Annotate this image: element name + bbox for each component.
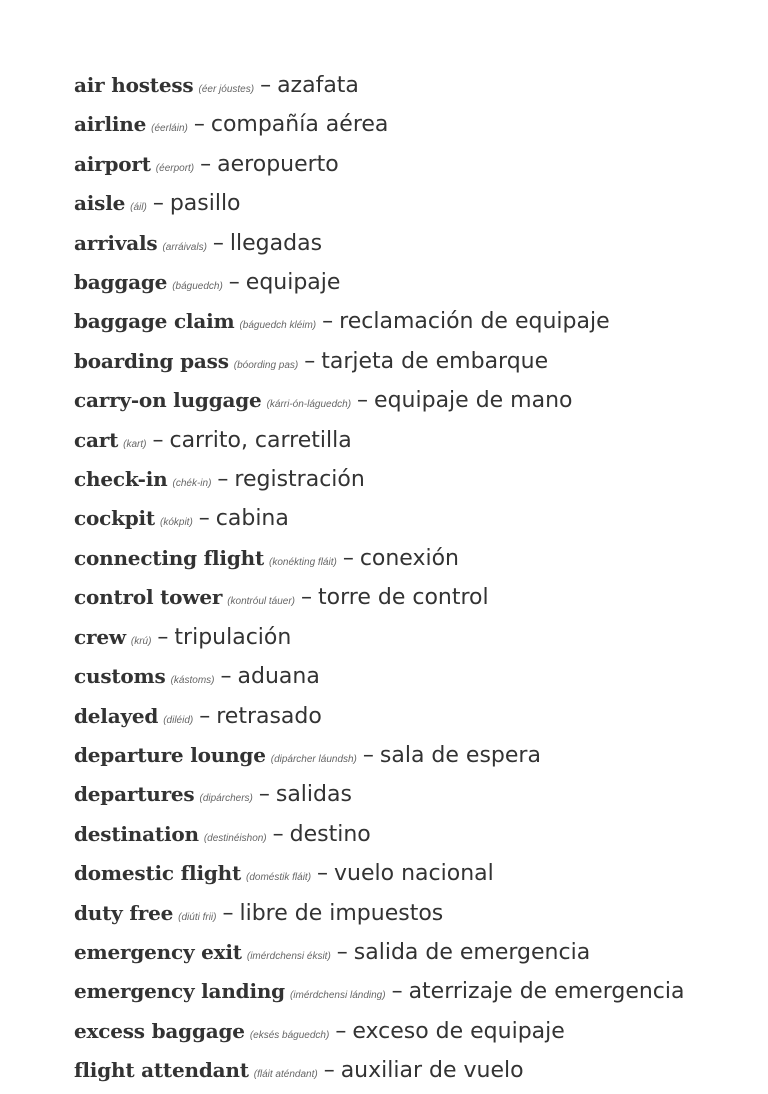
- glossary-entry: [74, 227, 714, 266]
- glossary-entry: [74, 463, 714, 502]
- glossary-separator: –: [152, 191, 164, 217]
- glossary-pronunciation: (doméstik fláit): [246, 872, 312, 884]
- glossary-entry: [74, 148, 714, 187]
- glossary-term: airline: [74, 112, 147, 137]
- glossary-separator: –: [357, 388, 369, 414]
- glossary-term: connecting flight: [74, 545, 264, 570]
- glossary-translation: auxiliar de vuelo: [340, 1058, 524, 1084]
- glossary-entry: [74, 660, 714, 699]
- glossary-translation: aduana: [237, 664, 320, 690]
- glossary-term: carry-on luggage: [74, 388, 262, 413]
- glossary-term: air hostess: [74, 73, 194, 97]
- glossary-translation: equipaje de mano: [374, 388, 573, 414]
- glossary-page: [74, 69, 714, 1094]
- glossary-entry: [74, 502, 714, 541]
- glossary-translation: cabina: [215, 506, 289, 532]
- glossary-entry: [74, 621, 714, 660]
- glossary-term: domestic flight: [74, 861, 242, 886]
- glossary-separator: –: [222, 900, 234, 926]
- glossary-term: duty free: [74, 900, 174, 925]
- glossary-entry: [74, 818, 714, 857]
- glossary-term: customs: [74, 664, 166, 689]
- glossary-separator: –: [217, 467, 229, 493]
- glossary-separator: –: [336, 939, 348, 965]
- glossary-term: airport: [74, 151, 151, 176]
- glossary-entry: [74, 778, 714, 817]
- glossary-separator: –: [317, 861, 329, 887]
- glossary-term: control tower: [74, 585, 223, 610]
- glossary-term: destination: [74, 821, 199, 846]
- glossary-pronunciation: (diúti frii): [178, 911, 217, 923]
- glossary-pronunciation: (dipárchers): [199, 793, 253, 805]
- glossary-translation: destino: [289, 821, 371, 847]
- glossary-pronunciation: (konékting fláit): [269, 556, 337, 568]
- glossary-separator: –: [193, 112, 205, 138]
- glossary-separator: –: [304, 348, 316, 374]
- glossary-separator: –: [342, 545, 354, 571]
- glossary-separator: –: [323, 1058, 335, 1084]
- glossary-pronunciation: (kart): [123, 438, 147, 450]
- glossary-term: emergency exit: [74, 939, 242, 964]
- glossary-pronunciation: (dipárcher láundsh): [270, 753, 357, 765]
- glossary-entry: [74, 305, 714, 344]
- glossary-translation: aeropuerto: [217, 151, 339, 177]
- glossary-separator: –: [322, 309, 334, 335]
- glossary-pronunciation: (bóording pas): [233, 359, 299, 371]
- glossary-translation: aterrizaje de emergencia: [408, 979, 685, 1005]
- glossary-translation: exceso de equipaje: [352, 1018, 565, 1044]
- glossary-entry: [74, 936, 714, 975]
- glossary-entry: [74, 739, 714, 778]
- glossary-separator: –: [301, 585, 313, 611]
- glossary-term: emergency landing: [74, 979, 285, 1004]
- glossary-pronunciation: (éer jóustes): [198, 84, 255, 95]
- glossary-entry: [74, 581, 714, 620]
- glossary-term: boarding pass: [74, 348, 229, 373]
- glossary-separator: –: [335, 1018, 347, 1044]
- glossary-pronunciation: (chék-in): [172, 478, 212, 490]
- glossary-translation: compañía aérea: [210, 112, 389, 138]
- glossary-pronunciation: (imérdchensi éksit): [246, 950, 331, 962]
- glossary-pronunciation: (destinéishon): [203, 832, 267, 844]
- glossary-term: cart: [74, 427, 119, 452]
- glossary-separator: –: [198, 506, 210, 532]
- glossary-separator: –: [258, 782, 270, 808]
- glossary-translation: tarjeta de embarque: [321, 348, 549, 374]
- glossary-term: cockpit: [74, 506, 155, 531]
- glossary-translation: equipaje: [245, 270, 341, 296]
- glossary-entry: [74, 345, 714, 384]
- glossary-term: baggage claim: [74, 309, 235, 334]
- glossary-pronunciation: (kontróul táuer): [227, 596, 296, 608]
- glossary-term: departure lounge: [74, 742, 266, 767]
- glossary-pronunciation: (kárri-ón-láguedch): [266, 399, 352, 411]
- glossary-separator: –: [228, 270, 240, 296]
- glossary-pronunciation: (arráivals): [162, 241, 207, 253]
- glossary-pronunciation: (diléid): [163, 714, 194, 726]
- glossary-pronunciation: (fláit aténdant): [253, 1069, 318, 1081]
- glossary-pronunciation: (áil): [130, 202, 147, 214]
- glossary-translation: torre de control: [318, 585, 489, 611]
- glossary-entry: [74, 857, 714, 896]
- glossary-separator: –: [157, 624, 169, 650]
- glossary-pronunciation: (krú): [130, 635, 152, 647]
- glossary-term: baggage: [74, 270, 168, 295]
- glossary-translation: registración: [234, 467, 365, 493]
- glossary-entry: [74, 700, 714, 739]
- glossary-entry: [74, 108, 714, 147]
- glossary-pronunciation: (eksés báguedch): [249, 1029, 330, 1041]
- glossary-list: [74, 69, 714, 1094]
- glossary-translation: conexión: [359, 545, 459, 571]
- glossary-entry: [74, 1054, 714, 1093]
- glossary-separator: –: [199, 703, 211, 729]
- glossary-term: aisle: [74, 191, 126, 216]
- glossary-entry: [74, 187, 714, 226]
- glossary-translation: retrasado: [216, 703, 322, 729]
- glossary-term: delayed: [74, 703, 159, 728]
- glossary-term: check-in: [74, 467, 168, 492]
- glossary-term: arrivals: [74, 230, 158, 255]
- glossary-translation: carrito, carretilla: [169, 427, 352, 453]
- glossary-pronunciation: (imérdchensi lánding): [289, 990, 386, 1002]
- glossary-translation: tripulación: [174, 624, 292, 650]
- glossary-entry: [74, 897, 714, 936]
- glossary-translation: salida de emergencia: [353, 939, 591, 965]
- glossary-pronunciation: (éerport): [155, 162, 195, 174]
- glossary-entry: [74, 975, 714, 1014]
- glossary-separator: –: [200, 151, 212, 177]
- glossary-translation: libre de impuestos: [239, 900, 444, 926]
- glossary-separator: –: [391, 979, 403, 1005]
- glossary-separator: –: [362, 742, 374, 768]
- glossary-separator: –: [212, 230, 224, 256]
- glossary-pronunciation: (báguedch): [172, 281, 223, 293]
- glossary-entry: [74, 69, 714, 108]
- glossary-translation: pasillo: [169, 191, 241, 217]
- glossary-separator: –: [152, 427, 164, 453]
- glossary-separator: –: [220, 664, 232, 690]
- glossary-translation: sala de espera: [379, 742, 541, 768]
- glossary-entry: [74, 266, 714, 305]
- glossary-pronunciation: (báguedch kléim): [239, 320, 317, 332]
- glossary-separator: –: [272, 821, 284, 847]
- glossary-entry: [74, 384, 714, 423]
- glossary-translation: vuelo nacional: [334, 861, 494, 887]
- glossary-entry: [74, 1015, 714, 1054]
- glossary-translation: salidas: [275, 782, 352, 808]
- glossary-pronunciation: (kástoms): [170, 675, 215, 687]
- glossary-translation: reclamación de equipaje: [339, 309, 610, 335]
- glossary-entry: [74, 542, 714, 581]
- glossary-translation: azafata: [277, 73, 359, 98]
- glossary-term: excess baggage: [74, 1018, 245, 1043]
- glossary-separator: –: [260, 73, 272, 98]
- glossary-pronunciation: (éerláin): [151, 123, 188, 135]
- glossary-term: departures: [74, 782, 195, 807]
- glossary-term: flight attendant: [74, 1058, 249, 1083]
- glossary-entry: [74, 424, 714, 463]
- glossary-term: crew: [74, 624, 126, 649]
- glossary-translation: llegadas: [229, 230, 323, 256]
- glossary-pronunciation: (kókpit): [159, 517, 193, 529]
